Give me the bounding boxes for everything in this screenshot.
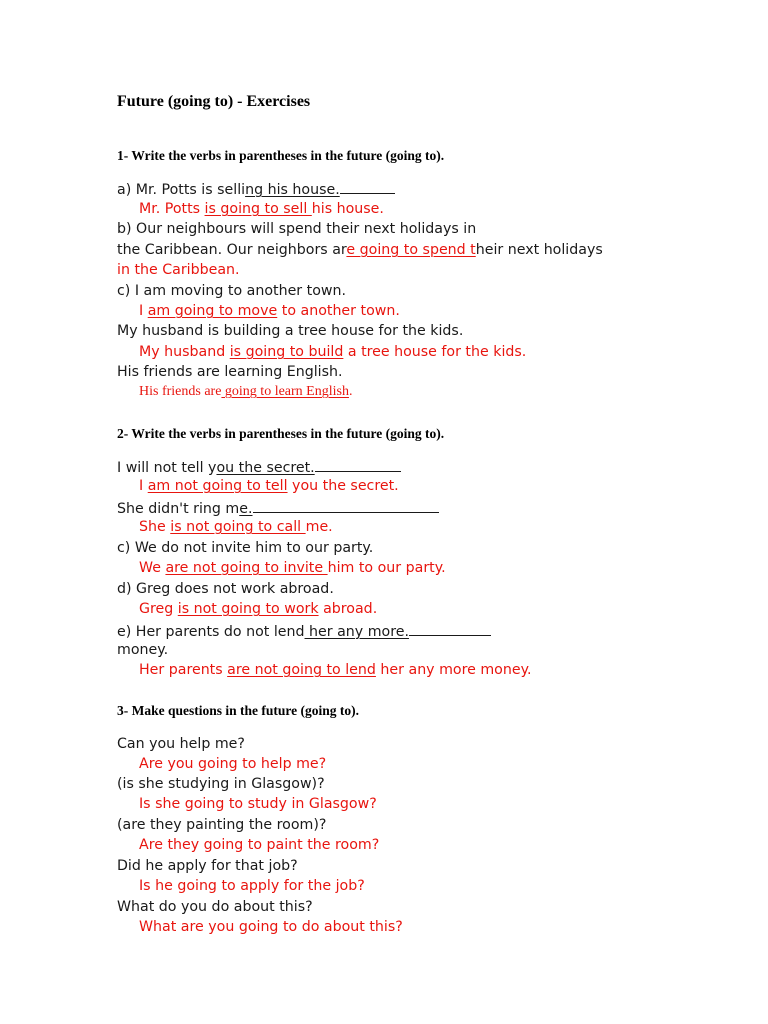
s3-b-answer: Is she going to study in Glasgow?	[139, 796, 377, 812]
s3-e-question: What do you do about this?	[117, 899, 313, 915]
s2-e-question: e) Her parents do not lend her any more.	[117, 621, 491, 641]
s2-a-question: I will not tell you the secret.	[117, 457, 401, 477]
s1-c-answer: I am going to move to another town.	[139, 303, 400, 319]
s3-d-answer: Is he going to apply for the job?	[139, 878, 365, 894]
s2-b-answer: She is not going to call me.	[139, 519, 333, 535]
section-1-heading: 1- Write the verbs in parentheses in the future (going to).	[117, 148, 445, 163]
s3-c-question: (are they painting the room)?	[117, 817, 327, 833]
s3-e-answer: What are you going to do about this?	[139, 919, 403, 935]
s1-d-question: My husband is building a tree house for the kids.	[117, 323, 464, 339]
section-3-heading: 3- Make questions in the future (going to).	[117, 703, 360, 718]
answer-blank	[340, 179, 395, 194]
s2-b-question: She didn't ring me.	[117, 498, 439, 518]
s2-e-question-cont: money.	[117, 642, 169, 658]
s3-a-question: Can you help me?	[117, 736, 245, 752]
answer-blank	[253, 498, 439, 513]
page-title: Future (going to) - Exercises	[117, 93, 311, 110]
s1-a-question: a) Mr. Potts is selling his house.	[117, 179, 395, 199]
answer-blank	[315, 457, 401, 472]
s3-d-question: Did he apply for that job?	[117, 858, 298, 874]
s3-a-answer: Are you going to help me?	[139, 756, 327, 772]
s3-b-question: (is she studying in Glasgow)?	[117, 776, 325, 792]
s1-b-question-cont: the Caribbean. Our neighbors are going to spend their next holidays	[117, 242, 603, 258]
answer-blank	[409, 621, 491, 636]
section-2-heading: 2- Write the verbs in parentheses in the future (going to).	[117, 426, 445, 441]
s3-c-answer: Are they going to paint the room?	[139, 837, 380, 853]
s2-a-answer: I am not going to tell you the secret.	[139, 478, 399, 494]
s1-b-question: b) Our neighbours will spend their next holidays in	[117, 221, 477, 237]
s2-c-question: c) We do not invite him to our party.	[117, 540, 374, 556]
s1-b-answer-cont: in the Caribbean.	[117, 262, 240, 278]
s1-e-question: His friends are learning English.	[117, 364, 343, 380]
s1-c-question: c) I am moving to another town.	[117, 283, 347, 299]
s2-c-answer: We are not going to invite him to our party.	[139, 560, 446, 576]
s2-d-answer: Greg is not going to work abroad.	[139, 601, 378, 617]
s2-e-answer: Her parents are not going to lend her any more money.	[139, 662, 532, 678]
s1-e-answer: His friends are going to learn English.	[139, 384, 353, 399]
s1-d-answer: My husband is going to build a tree house for the kids.	[139, 344, 527, 360]
s2-d-question: d) Greg does not work abroad.	[117, 581, 334, 597]
s1-a-answer: Mr. Potts is going to sell his house.	[139, 201, 384, 217]
